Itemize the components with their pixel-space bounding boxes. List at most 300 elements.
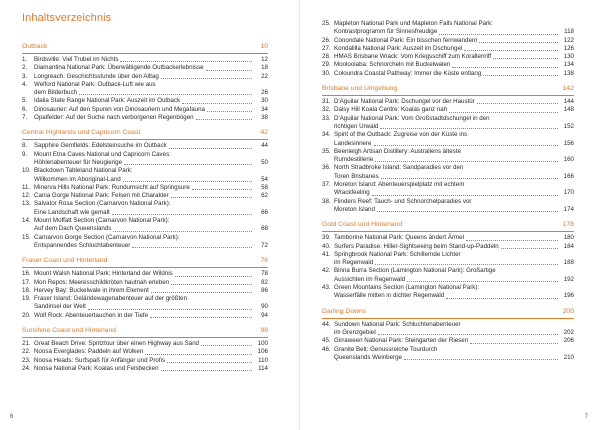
- toc-entry[interactable]: [322, 115, 574, 132]
- entry-page: 12: [261, 56, 268, 63]
- section-heading[interactable]: [22, 256, 268, 268]
- section-page: 98: [260, 327, 268, 335]
- section-heading[interactable]: [322, 220, 574, 232]
- entry-number: 44.: [322, 320, 331, 328]
- entry-line: [34, 167, 268, 175]
- leader-dots: [171, 192, 252, 198]
- entry-line: [334, 123, 574, 131]
- toc-entry[interactable]: [322, 131, 574, 148]
- entry-text: [334, 131, 574, 148]
- entry-line: [34, 365, 268, 373]
- toc-entry[interactable]: [22, 142, 268, 150]
- toc-entry[interactable]: [22, 56, 268, 64]
- entry-text: [34, 106, 268, 114]
- leader-dots: [124, 159, 252, 165]
- entry-number: 20.: [22, 311, 31, 319]
- leader-dots: [151, 287, 252, 293]
- entry-line: [334, 251, 574, 259]
- toc-entry[interactable]: [322, 164, 574, 181]
- entry-text: [334, 20, 574, 37]
- toc-entry[interactable]: [322, 37, 574, 45]
- entry-title: Wrackfeeling: [334, 189, 370, 197]
- entry-page: 100: [257, 340, 268, 348]
- entry-line: [34, 312, 268, 320]
- entry-page: 152: [563, 122, 574, 130]
- entry-line: [34, 209, 268, 217]
- entry-line: [334, 276, 574, 284]
- entry-line: [34, 184, 268, 192]
- entry-page: 68: [261, 225, 268, 233]
- toc-entry[interactable]: [22, 114, 268, 122]
- section-page: 10: [260, 43, 268, 50]
- entry-title: Mapleton National Park und Mapleton Falls National Park:: [334, 20, 493, 27]
- section-page: 76: [260, 257, 268, 265]
- entry-line: [334, 354, 574, 362]
- entry-text: [34, 200, 268, 217]
- entry-title: Conondale National Park: Ein bisschen fernwandern: [334, 36, 478, 44]
- toc-entry[interactable]: [322, 148, 574, 165]
- toc-entry[interactable]: [22, 295, 268, 312]
- entry-text: [334, 61, 574, 69]
- entry-title: Birdsville: Viel Trubel im Nichts: [34, 56, 119, 63]
- leader-dots: [439, 28, 558, 34]
- entry-line: [34, 287, 268, 295]
- entry-page: 134: [563, 61, 574, 69]
- section-heading[interactable]: [22, 128, 268, 140]
- entry-text: [34, 287, 268, 295]
- entry-title: Carnarvon Gorge Section (Carnarvon National Park):: [34, 233, 180, 241]
- entry-title: richtigen Urwald: [334, 122, 379, 130]
- toc-entry[interactable]: [322, 181, 574, 198]
- toc-entry[interactable]: [22, 365, 268, 373]
- leader-dots: [372, 189, 558, 195]
- entry-line: [334, 115, 574, 123]
- leader-dots: [145, 348, 252, 354]
- entry-line: [34, 151, 268, 159]
- entry-title: im Grenzgebiet: [334, 328, 376, 336]
- entry-title: Wasserfälle mitten in dichter Regenwald: [334, 292, 445, 300]
- leader-dots: [378, 329, 558, 335]
- entry-page: 188: [563, 259, 574, 267]
- section-title: Fraser Coast und Hinterland: [22, 257, 108, 265]
- entry-line: [34, 106, 268, 114]
- entry-number: 6.: [22, 105, 28, 113]
- toc-section: [22, 326, 268, 373]
- entry-line: [334, 45, 574, 53]
- entry-page: 44: [261, 142, 268, 150]
- toc-entry[interactable]: [322, 198, 574, 215]
- leader-dots: [377, 206, 558, 212]
- toc-entry[interactable]: [22, 348, 268, 356]
- entry-title: HMAS Brisbane Wrack: Vom Kriegsschiff zum Korallenriff: [334, 53, 492, 61]
- entry-number: 38.: [322, 197, 331, 205]
- toc-entry[interactable]: [322, 321, 574, 338]
- entry-page: 72: [261, 241, 268, 249]
- entry-page: 82: [261, 278, 268, 286]
- entry-title: Landesinnere: [334, 139, 372, 147]
- entry-number: 8.: [22, 142, 28, 150]
- entry-page: 192: [563, 275, 574, 283]
- entry-line: [334, 148, 574, 156]
- toc-entry[interactable]: [22, 200, 268, 217]
- entry-page: 144: [563, 98, 574, 106]
- entry-page: 148: [563, 106, 574, 114]
- entry-number: 21.: [22, 340, 31, 348]
- entry-number: 16.: [22, 270, 31, 278]
- entry-text: [34, 184, 268, 192]
- entry-text: [334, 106, 574, 114]
- entry-page: 62: [261, 192, 268, 200]
- toc-entry[interactable]: [322, 243, 574, 251]
- entry-text: [334, 346, 574, 363]
- entry-title: Mon Repos: Meeresschildkröten hautnah erleben: [34, 278, 170, 286]
- leader-dots: [113, 225, 252, 231]
- entry-text: [334, 148, 574, 165]
- entry-line: [334, 329, 574, 337]
- toc-entry[interactable]: [322, 70, 574, 78]
- entry-title: Noosa Heads: Surfspaß für Anfänger und Profis: [34, 356, 166, 364]
- entry-number: 3.: [22, 72, 28, 80]
- entry-text: [34, 234, 268, 251]
- section-page: 178: [562, 221, 574, 229]
- entry-title: Longreach: Geschichtsstunde über den Alltag: [34, 72, 159, 80]
- entry-number: 17.: [22, 278, 31, 286]
- entry-page: 196: [563, 292, 574, 300]
- entry-title: Auf dem Dach Queenslands: [34, 225, 112, 233]
- leader-dots: [167, 357, 252, 363]
- leader-dots: [161, 73, 252, 79]
- entry-page: 58: [261, 183, 268, 191]
- entry-text: [334, 251, 574, 268]
- entry-text: [334, 181, 574, 198]
- leader-dots: [407, 276, 558, 282]
- leader-dots: [479, 37, 558, 43]
- toc-section: [322, 307, 574, 362]
- entry-line: [34, 192, 268, 200]
- toc-entry[interactable]: [322, 346, 574, 363]
- entry-line: [34, 176, 268, 184]
- entry-line: [334, 28, 574, 36]
- toc-entry[interactable]: [322, 106, 574, 114]
- toc-entry[interactable]: [22, 73, 268, 81]
- leader-dots: [123, 176, 252, 182]
- toc-entry[interactable]: [322, 267, 574, 284]
- toc-entry[interactable]: [22, 279, 268, 287]
- entry-page: 170: [563, 189, 574, 197]
- toc-section: [322, 84, 574, 214]
- section-title: Sunshine Coast und Hinterland: [22, 327, 117, 335]
- toc-entry[interactable]: [22, 192, 268, 200]
- entry-text: [334, 53, 574, 61]
- entry-page: 206: [563, 337, 574, 345]
- entry-number: 46.: [322, 345, 331, 353]
- entry-text: [334, 45, 574, 53]
- entry-title: Green Mountains Section (Lamington National Park):: [334, 284, 480, 292]
- entry-text: [34, 357, 268, 365]
- toc-entry[interactable]: [22, 167, 268, 184]
- entry-page: 86: [261, 286, 268, 294]
- entry-line: [334, 189, 574, 197]
- entry-text: [34, 114, 268, 122]
- entry-number: 10.: [22, 167, 31, 175]
- entry-text: [34, 151, 268, 168]
- leader-dots: [470, 337, 558, 343]
- entry-text: [334, 98, 574, 106]
- toc-entry[interactable]: [322, 251, 574, 268]
- leader-dots: [206, 64, 252, 70]
- entry-line: [334, 198, 574, 206]
- entry-page: 210: [563, 353, 574, 361]
- section-heading[interactable]: [22, 42, 268, 54]
- entry-title: dem Bilderbuch: [34, 89, 77, 97]
- entry-title: Dinosaurier: Auf den Spuren von Dinosauriern und Megafauna: [34, 105, 205, 113]
- entry-title: Mooloolaba: Schnorcheln mit Buckelwalen: [334, 61, 451, 69]
- entry-page: 160: [563, 156, 574, 164]
- section-title: Darling Downs: [322, 307, 367, 315]
- entry-line: [334, 20, 574, 28]
- entry-text: [34, 73, 268, 81]
- entry-title: Entspannendes Schluchtabenteuer: [34, 241, 131, 249]
- entry-line: [334, 37, 574, 45]
- entry-title: Springbrook National Park: Schillernde Lichter: [334, 250, 461, 258]
- toc-entry[interactable]: [22, 106, 268, 114]
- entry-title: Opalfelder: Auf der Suche nach verborgenen Regenbögen: [34, 114, 194, 122]
- leader-dots: [381, 173, 558, 179]
- entry-text: [34, 279, 268, 287]
- section-title: Brisbane und Umgebung: [322, 85, 398, 93]
- leader-dots: [182, 97, 252, 103]
- toc-entry[interactable]: [322, 284, 574, 301]
- entry-line: [34, 295, 268, 303]
- entry-number: 43.: [322, 284, 331, 292]
- entry-line: [34, 73, 268, 81]
- entry-text: [34, 81, 268, 98]
- entry-number: 22.: [22, 348, 31, 356]
- entry-text: [334, 70, 574, 78]
- entry-title: Noosa National Park: Koalas und Felsbecken: [34, 364, 159, 372]
- leader-dots: [79, 89, 252, 95]
- entry-line: [334, 267, 574, 275]
- entry-title: Fraser Island: Geländewagenabenteuer auf der größten: [34, 295, 188, 303]
- toc-title: Inhaltsverzeichnis: [22, 12, 112, 24]
- toc-entry[interactable]: [22, 64, 268, 72]
- toc-section: [22, 256, 268, 320]
- entry-number: 24.: [22, 364, 31, 372]
- toc-entry[interactable]: [322, 337, 574, 345]
- entry-number: 11.: [22, 183, 31, 191]
- leader-dots: [493, 53, 558, 59]
- entry-line: [334, 284, 574, 292]
- entry-title: D'Aguilar National Park: Vom Großstadtdschungel in den: [334, 114, 490, 122]
- toc-entry[interactable]: [22, 217, 268, 234]
- entry-page: 174: [563, 205, 574, 213]
- entry-text: [334, 284, 574, 301]
- leader-dots: [374, 140, 559, 146]
- entry-text: [34, 217, 268, 234]
- toc-entry[interactable]: [322, 53, 574, 61]
- section-heading[interactable]: [22, 326, 268, 338]
- entry-number: 35.: [322, 147, 331, 155]
- toc-entry[interactable]: [22, 81, 268, 98]
- entry-line: [334, 346, 574, 354]
- entry-title: Toren Brisbanes: [334, 172, 379, 180]
- entry-line: [34, 279, 268, 287]
- toc-entry[interactable]: [22, 97, 268, 105]
- entry-text: [34, 64, 268, 72]
- entry-number: 28.: [322, 53, 331, 61]
- entry-title: Sundown National Park: Schluchtenabenteuer: [334, 320, 461, 328]
- entry-page: 110: [258, 356, 268, 364]
- entry-number: 7.: [22, 114, 28, 122]
- entry-title: im Regenwald: [334, 259, 374, 267]
- entry-page: 34: [261, 105, 268, 113]
- leader-dots: [150, 312, 252, 318]
- leader-dots: [207, 106, 252, 112]
- entry-title: Sandinsel der Welt: [34, 303, 86, 311]
- entry-page: 78: [261, 270, 268, 278]
- entry-page: 38: [261, 114, 268, 122]
- left-page-number: 6: [10, 414, 14, 420]
- entry-text: [34, 142, 268, 150]
- section-heading[interactable]: [322, 307, 574, 319]
- entry-line: [334, 292, 574, 300]
- entry-page: 18: [261, 64, 268, 72]
- leader-dots: [161, 365, 252, 371]
- entry-line: [334, 181, 574, 189]
- entry-title: Daisy Hill Koala Centre: Koalas ganz nah: [334, 106, 448, 114]
- entry-number: 32.: [322, 106, 331, 114]
- entry-title: Rumdestillerie: [334, 156, 374, 164]
- entry-number: 23.: [22, 356, 31, 364]
- entry-title: Minerva Hills National Park: Rundumsicht auf Springsure: [34, 183, 190, 191]
- entry-line: [34, 89, 268, 97]
- entry-page: 130: [563, 53, 574, 61]
- entry-number: 40.: [322, 242, 331, 250]
- toc-entry[interactable]: [22, 312, 268, 320]
- entry-line: [334, 337, 574, 345]
- entry-text: [334, 337, 574, 345]
- entry-number: 2.: [22, 64, 28, 72]
- entry-title: Aussichten im Regenwald: [334, 275, 406, 283]
- entry-line: [334, 70, 574, 78]
- toc-entry[interactable]: [322, 234, 574, 242]
- leader-dots: [446, 292, 558, 298]
- entry-page: 90: [261, 303, 268, 311]
- entry-title: Kontrastprogramm für Sinnesfreudige: [334, 28, 438, 36]
- entry-title: Sapphire Gemfields: Edelsteinsuche im Outback: [34, 142, 167, 150]
- entry-title: Coloundra Coastal Pathway: Immer die Küste entlang: [334, 69, 482, 77]
- entry-line: [34, 81, 268, 89]
- entry-number: 15.: [22, 233, 31, 241]
- entry-line: [34, 64, 268, 72]
- entry-line: [34, 303, 268, 311]
- right-page-number: 7: [584, 414, 588, 420]
- entry-title: Diamantina National Park: Überwältigende Outbackerlebnisse: [34, 64, 204, 72]
- entry-page: 22: [261, 72, 268, 80]
- entry-title: Girraween National Park: Steingarten der Riesen: [334, 337, 469, 345]
- toc-entry[interactable]: [322, 20, 574, 37]
- entry-title: Mount Etna Caves National und Capricorn Caves:: [34, 150, 171, 158]
- entry-text: [34, 295, 268, 312]
- entry-title: Höhlenabenteuer für Neugierige: [34, 158, 123, 166]
- entry-number: 34.: [322, 131, 331, 139]
- leader-dots: [380, 123, 558, 129]
- leader-dots: [192, 184, 252, 190]
- entry-number: 45.: [322, 337, 331, 345]
- toc-entry[interactable]: [22, 234, 268, 251]
- section-title: Central Highlands und Capricorn Coast: [22, 129, 141, 137]
- entry-title: Beenleigh Artisan Distillery: Australiens älteste: [334, 147, 461, 155]
- leader-dots: [466, 234, 558, 240]
- entry-line: [34, 357, 268, 365]
- entry-line: [334, 140, 574, 148]
- toc-entry[interactable]: [22, 151, 268, 168]
- entry-title: D'Aguilar National Park: Dschungel vor der Haustür: [334, 98, 475, 106]
- entry-number: 41.: [322, 250, 331, 258]
- leader-dots: [169, 142, 252, 148]
- toc-entry[interactable]: [322, 45, 574, 53]
- leader-dots: [112, 209, 252, 215]
- leader-dots: [120, 56, 252, 62]
- leader-dots: [175, 270, 252, 276]
- entry-title: Binna Burra Section (Lamington National Park): Großartige: [334, 267, 496, 275]
- entry-title: Blackdown Tableland National Park:: [34, 167, 133, 175]
- entry-line: [34, 242, 268, 250]
- entry-title: Granite Belt: Genussreiche Tourdurch: [334, 345, 438, 353]
- toc-section: [322, 220, 574, 300]
- entry-page: 94: [261, 311, 268, 319]
- toc-entry[interactable]: [22, 184, 268, 192]
- toc-entry[interactable]: [322, 98, 574, 106]
- leader-dots: [501, 243, 558, 249]
- entry-number: 13.: [22, 200, 31, 208]
- section-heading[interactable]: [322, 84, 574, 96]
- entry-line: [334, 53, 574, 61]
- entry-number: 39.: [322, 234, 331, 242]
- entry-text: [334, 243, 574, 251]
- toc-entry[interactable]: [22, 357, 268, 365]
- entry-number: 18.: [22, 286, 31, 294]
- toc-entry[interactable]: [22, 270, 268, 278]
- toc-entry[interactable]: [22, 287, 268, 295]
- entry-text: [34, 365, 268, 373]
- leader-dots: [375, 259, 558, 265]
- right-page: [300, 0, 600, 430]
- entry-title: Flinders Reef: Tauch- und Schnorchelparadies vor: [334, 197, 472, 205]
- entry-page: 114: [258, 364, 268, 372]
- entry-number: 31.: [322, 98, 331, 106]
- entry-title: Willkommen im Aboriginal-Land: [34, 175, 121, 183]
- entry-text: [334, 234, 574, 242]
- entry-text: [334, 198, 574, 215]
- toc-entry[interactable]: [322, 61, 574, 69]
- entry-title: Cania Gorge National Park: Felsen mit Charakter: [34, 192, 169, 200]
- entry-line: [34, 234, 268, 242]
- section-page: 200: [562, 307, 574, 315]
- entry-number: 12.: [22, 192, 31, 200]
- entry-title: Idalia State Range National Park: Auszeit im Outback: [34, 97, 181, 105]
- toc-entry[interactable]: [22, 340, 268, 348]
- leader-dots: [404, 354, 558, 360]
- entry-number: 9.: [22, 150, 28, 158]
- entry-line: [34, 200, 268, 208]
- entry-text: [334, 164, 574, 181]
- entry-number: 5.: [22, 97, 28, 105]
- entry-line: [334, 164, 574, 172]
- entry-text: [334, 267, 574, 284]
- entry-line: [334, 61, 574, 69]
- entry-page: 118: [564, 28, 574, 36]
